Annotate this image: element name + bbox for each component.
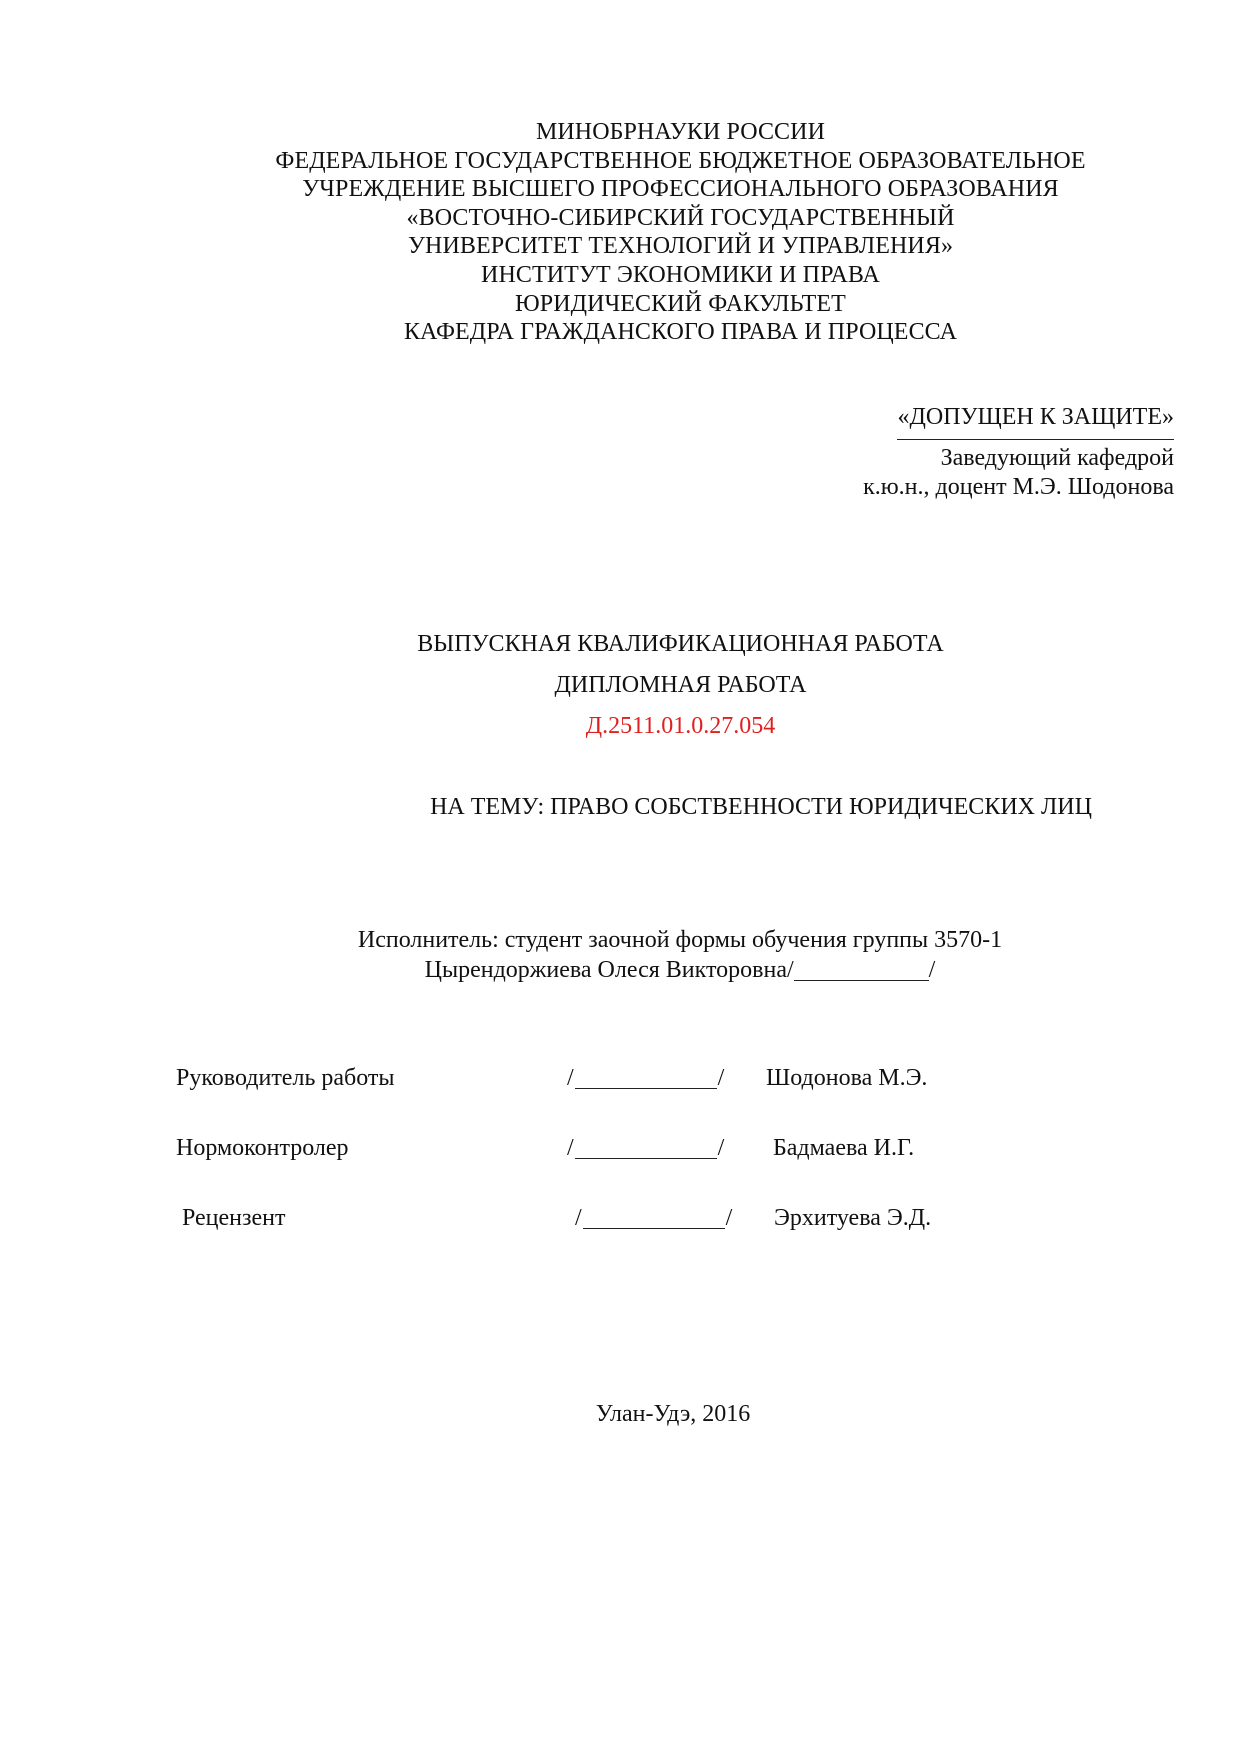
executor-description: Исполнитель: студент заочной формы обучения группы 3570-1 — [357, 927, 1003, 953]
work-topic: НА ТЕМУ: ПРАВО СОБСТВЕННОСТИ ЮРИДИЧЕСКИХ ЛИЦ — [430, 794, 1092, 820]
work-subtype-line: ДИПЛОМНАЯ РАБОТА — [554, 672, 807, 698]
header-line-university-name-1: «ВОСТОЧНО-СИБИРСКИЙ ГОСУДАРСТВЕННЫЙ — [406, 204, 955, 231]
work-code: Д.2511.01.0.27.054 — [585, 713, 776, 739]
work-type-line: ВЫПУСКНАЯ КВАЛИФИКАЦИОННАЯ РАБОТА — [417, 631, 944, 657]
signature-blank — [583, 1206, 725, 1229]
header-line-department: КАФЕДРА ГРАЖДАНСКОГО ПРАВА И ПРОЦЕССА — [403, 319, 958, 346]
signature-role: Рецензент — [182, 1205, 286, 1231]
header-line-institute: ИНСТИТУТ ЭКОНОМИКИ И ПРАВА — [481, 261, 880, 288]
executor-name: Цырендоржиева Олеся Викторовна/ — [424, 957, 794, 983]
signature-person: Бадмаева И.Г. — [773, 1135, 915, 1161]
head-name: к.ю.н., доцент М.Э. Шодонова — [863, 474, 1174, 500]
signature-blank — [575, 1136, 717, 1159]
header-line-university-name-2: УНИВЕРСИТЕТ ТЕХНОЛОГИЙ И УПРАВЛЕНИЯ» — [407, 233, 954, 260]
institution-header — [0, 118, 1240, 347]
head-signature-line — [897, 439, 1174, 440]
city-year: Улан-Удэ, 2016 — [595, 1401, 751, 1427]
signature-person: Эрхитуева Э.Д. — [774, 1205, 932, 1231]
signature-row-normcontrol — [0, 1133, 1240, 1165]
header-line-faculty: ЮРИДИЧЕСКИЙ ФАКУЛЬТЕТ — [515, 290, 846, 317]
executor-signature-blank — [794, 958, 929, 981]
executor-name-line — [0, 955, 1240, 985]
signature-person: Шодонова М.Э. — [766, 1065, 928, 1091]
executor-closing-slash: / — [928, 957, 936, 983]
head-position: Заведующий кафедрой — [940, 445, 1174, 471]
approval-block — [863, 403, 1174, 502]
header-line-ministry: МИНОБРНАУКИ РОССИИ — [535, 119, 826, 145]
executor-block — [0, 925, 1240, 985]
admit-to-defense-label: «ДОПУЩЕН К ЗАЩИТЕ» — [897, 404, 1174, 430]
header-line-institution-type: ФЕДЕРАЛЬНОЕ ГОСУДАРСТВЕННОЕ БЮДЖЕТНОЕ ОБРАЗОВАТЕЛЬНОЕ — [275, 147, 1086, 174]
signature-role: Руководитель работы — [176, 1065, 395, 1091]
signature-blank — [575, 1066, 717, 1089]
header-line-education-level: УЧРЕЖДЕНИЕ ВЫСШЕГО ПРОФЕССИОНАЛЬНОГО ОБРАЗОВАНИЯ — [302, 176, 1059, 203]
signature-slot: / / — [567, 1065, 725, 1091]
signature-slot: / / — [567, 1135, 725, 1161]
signature-role: Нормоконтролер — [176, 1135, 349, 1161]
signature-row-reviewer — [0, 1203, 1240, 1235]
signature-slot: / / — [575, 1205, 733, 1231]
signature-row-supervisor — [0, 1063, 1240, 1095]
